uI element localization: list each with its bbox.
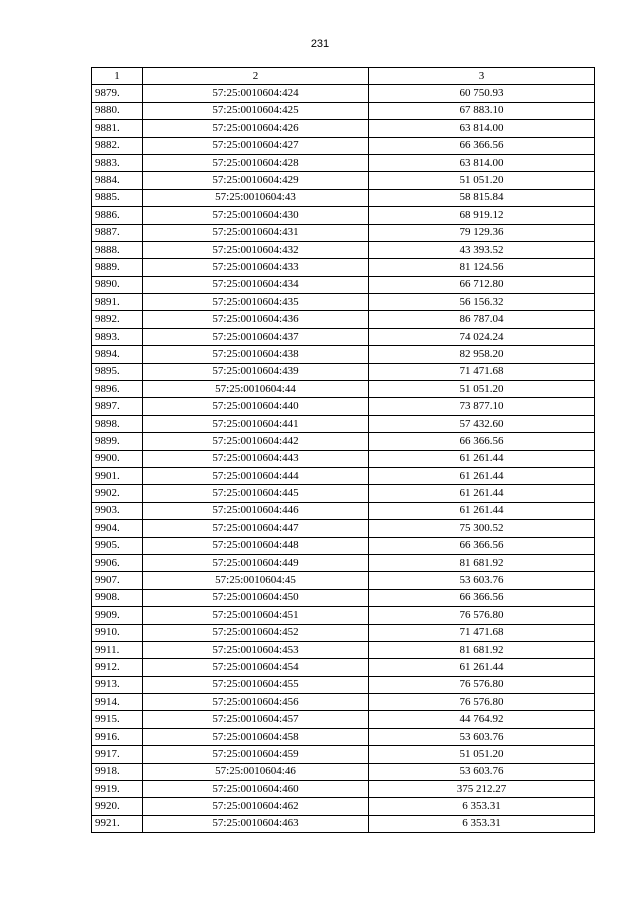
cadastral-number-cell: 57:25:0010604:439 — [143, 363, 369, 380]
page-number: 231 — [310, 38, 330, 50]
table-row — [92, 502, 595, 519]
value-cell: 43 393.52 — [369, 241, 595, 258]
value-cell: 86 787.04 — [369, 311, 595, 328]
cadastral-number-cell: 57:25:0010604:46 — [143, 763, 369, 780]
table-header-row — [92, 68, 595, 85]
row-number-cell: 9882. — [92, 137, 143, 154]
row-number-cell: 9917. — [92, 746, 143, 763]
row-number-cell: 9889. — [92, 259, 143, 276]
table-row — [92, 433, 595, 450]
cadastral-number-cell: 57:25:0010604:44 — [143, 381, 369, 398]
row-number-cell: 9884. — [92, 172, 143, 189]
table-row — [92, 641, 595, 658]
value-cell: 51 051.20 — [369, 746, 595, 763]
value-cell: 75 300.52 — [369, 520, 595, 537]
value-cell: 60 750.93 — [369, 85, 595, 102]
row-number-cell: 9920. — [92, 798, 143, 815]
value-cell: 66 366.56 — [369, 537, 595, 554]
table-row — [92, 676, 595, 693]
row-number-cell: 9887. — [92, 224, 143, 241]
cadastral-number-cell: 57:25:0010604:437 — [143, 328, 369, 345]
row-number-cell: 9898. — [92, 415, 143, 432]
row-number-cell: 9880. — [92, 102, 143, 119]
cadastral-number-cell: 57:25:0010604:462 — [143, 798, 369, 815]
cadastral-number-cell: 57:25:0010604:429 — [143, 172, 369, 189]
value-cell: 82 958.20 — [369, 346, 595, 363]
table-row — [92, 711, 595, 728]
row-number-cell: 9912. — [92, 659, 143, 676]
table-row — [92, 276, 595, 293]
data-table — [91, 67, 595, 833]
value-cell: 58 815.84 — [369, 189, 595, 206]
row-number-cell: 9919. — [92, 781, 143, 798]
value-cell: 6 353.31 — [369, 815, 595, 832]
row-number-cell: 9909. — [92, 607, 143, 624]
value-cell: 71 471.68 — [369, 624, 595, 641]
cadastral-number-cell: 57:25:0010604:460 — [143, 781, 369, 798]
row-number-cell: 9921. — [92, 815, 143, 832]
row-number-cell: 9915. — [92, 711, 143, 728]
cadastral-number-cell: 57:25:0010604:444 — [143, 467, 369, 484]
table-row — [92, 607, 595, 624]
value-cell: 66 366.56 — [369, 589, 595, 606]
value-cell: 66 366.56 — [369, 137, 595, 154]
cadastral-number-cell: 57:25:0010604:442 — [143, 433, 369, 450]
value-cell: 76 576.80 — [369, 607, 595, 624]
row-number-cell: 9903. — [92, 502, 143, 519]
value-cell: 74 024.24 — [369, 328, 595, 345]
cadastral-number-cell: 57:25:0010604:453 — [143, 641, 369, 658]
table-row — [92, 207, 595, 224]
table-row — [92, 694, 595, 711]
table-row — [92, 294, 595, 311]
cadastral-number-cell: 57:25:0010604:434 — [143, 276, 369, 293]
row-number-cell: 9916. — [92, 728, 143, 745]
row-number-cell: 9897. — [92, 398, 143, 415]
value-cell: 76 576.80 — [369, 676, 595, 693]
value-cell: 375 212.27 — [369, 781, 595, 798]
table-row — [92, 728, 595, 745]
row-number-cell: 9885. — [92, 189, 143, 206]
value-cell: 53 603.76 — [369, 763, 595, 780]
table-row — [92, 346, 595, 363]
cadastral-number-cell: 57:25:0010604:457 — [143, 711, 369, 728]
table-row — [92, 241, 595, 258]
table-row — [92, 520, 595, 537]
table-row — [92, 763, 595, 780]
row-number-cell: 9891. — [92, 294, 143, 311]
row-number-cell: 9900. — [92, 450, 143, 467]
table-row — [92, 311, 595, 328]
table-row — [92, 624, 595, 641]
row-number-cell: 9896. — [92, 381, 143, 398]
cadastral-number-cell: 57:25:0010604:43 — [143, 189, 369, 206]
row-number-cell: 9908. — [92, 589, 143, 606]
cadastral-number-cell: 57:25:0010604:452 — [143, 624, 369, 641]
table-row — [92, 102, 595, 119]
row-number-cell: 9888. — [92, 241, 143, 258]
cadastral-number-cell: 57:25:0010604:436 — [143, 311, 369, 328]
cadastral-number-cell: 57:25:0010604:427 — [143, 137, 369, 154]
row-number-cell: 9895. — [92, 363, 143, 380]
table-row — [92, 328, 595, 345]
cadastral-number-cell: 57:25:0010604:430 — [143, 207, 369, 224]
value-cell: 63 814.00 — [369, 120, 595, 137]
row-number-cell: 9886. — [92, 207, 143, 224]
value-cell: 73 877.10 — [369, 398, 595, 415]
table-row — [92, 537, 595, 554]
table-row — [92, 746, 595, 763]
table-row — [92, 137, 595, 154]
column-header: 2 — [143, 68, 369, 85]
value-cell: 61 261.44 — [369, 467, 595, 484]
table-row — [92, 485, 595, 502]
table-row — [92, 659, 595, 676]
column-header: 1 — [92, 68, 143, 85]
cadastral-number-cell: 57:25:0010604:454 — [143, 659, 369, 676]
value-cell: 6 353.31 — [369, 798, 595, 815]
row-number-cell: 9899. — [92, 433, 143, 450]
value-cell: 66 366.56 — [369, 433, 595, 450]
value-cell: 66 712.80 — [369, 276, 595, 293]
cadastral-number-cell: 57:25:0010604:455 — [143, 676, 369, 693]
cadastral-number-cell: 57:25:0010604:431 — [143, 224, 369, 241]
row-number-cell: 9914. — [92, 694, 143, 711]
cadastral-number-cell: 57:25:0010604:449 — [143, 554, 369, 571]
row-number-cell: 9907. — [92, 572, 143, 589]
table-row — [92, 224, 595, 241]
table-row — [92, 450, 595, 467]
table-row — [92, 589, 595, 606]
row-number-cell: 9918. — [92, 763, 143, 780]
cadastral-number-cell: 57:25:0010604:438 — [143, 346, 369, 363]
cadastral-number-cell: 57:25:0010604:435 — [143, 294, 369, 311]
table-row — [92, 798, 595, 815]
cadastral-number-cell: 57:25:0010604:45 — [143, 572, 369, 589]
value-cell: 81 124.56 — [369, 259, 595, 276]
row-number-cell: 9893. — [92, 328, 143, 345]
row-number-cell: 9911. — [92, 641, 143, 658]
cadastral-number-cell: 57:25:0010604:463 — [143, 815, 369, 832]
row-number-cell: 9913. — [92, 676, 143, 693]
value-cell: 56 156.32 — [369, 294, 595, 311]
row-number-cell: 9905. — [92, 537, 143, 554]
table-row — [92, 85, 595, 102]
value-cell: 61 261.44 — [369, 450, 595, 467]
cadastral-number-cell: 57:25:0010604:432 — [143, 241, 369, 258]
table-row — [92, 189, 595, 206]
cadastral-number-cell: 57:25:0010604:428 — [143, 154, 369, 171]
table-row — [92, 398, 595, 415]
value-cell: 63 814.00 — [369, 154, 595, 171]
value-cell: 68 919.12 — [369, 207, 595, 224]
value-cell: 67 883.10 — [369, 102, 595, 119]
value-cell: 51 051.20 — [369, 381, 595, 398]
value-cell: 81 681.92 — [369, 641, 595, 658]
value-cell: 81 681.92 — [369, 554, 595, 571]
cadastral-number-cell: 57:25:0010604:443 — [143, 450, 369, 467]
row-number-cell: 9881. — [92, 120, 143, 137]
row-number-cell: 9906. — [92, 554, 143, 571]
table-row — [92, 554, 595, 571]
value-cell: 57 432.60 — [369, 415, 595, 432]
value-cell: 61 261.44 — [369, 659, 595, 676]
table-row — [92, 154, 595, 171]
table-body — [92, 68, 595, 833]
value-cell: 51 051.20 — [369, 172, 595, 189]
cadastral-number-cell: 57:25:0010604:458 — [143, 728, 369, 745]
table-row — [92, 363, 595, 380]
row-number-cell: 9890. — [92, 276, 143, 293]
table-row — [92, 120, 595, 137]
cadastral-number-cell: 57:25:0010604:440 — [143, 398, 369, 415]
cadastral-number-cell: 57:25:0010604:450 — [143, 589, 369, 606]
row-number-cell: 9879. — [92, 85, 143, 102]
column-header: 3 — [369, 68, 595, 85]
row-number-cell: 9902. — [92, 485, 143, 502]
row-number-cell: 9910. — [92, 624, 143, 641]
value-cell: 79 129.36 — [369, 224, 595, 241]
value-cell: 61 261.44 — [369, 485, 595, 502]
table-row — [92, 259, 595, 276]
table-row — [92, 781, 595, 798]
value-cell: 61 261.44 — [369, 502, 595, 519]
cadastral-number-cell: 57:25:0010604:456 — [143, 694, 369, 711]
value-cell: 53 603.76 — [369, 728, 595, 745]
row-number-cell: 9892. — [92, 311, 143, 328]
row-number-cell: 9904. — [92, 520, 143, 537]
table-row — [92, 172, 595, 189]
row-number-cell: 9883. — [92, 154, 143, 171]
value-cell: 53 603.76 — [369, 572, 595, 589]
cadastral-number-cell: 57:25:0010604:447 — [143, 520, 369, 537]
cadastral-number-cell: 57:25:0010604:433 — [143, 259, 369, 276]
table-row — [92, 381, 595, 398]
cadastral-number-cell: 57:25:0010604:451 — [143, 607, 369, 624]
value-cell: 71 471.68 — [369, 363, 595, 380]
cadastral-number-cell: 57:25:0010604:445 — [143, 485, 369, 502]
table-row — [92, 415, 595, 432]
table-row — [92, 572, 595, 589]
cadastral-number-cell: 57:25:0010604:441 — [143, 415, 369, 432]
row-number-cell: 9901. — [92, 467, 143, 484]
cadastral-number-cell: 57:25:0010604:425 — [143, 102, 369, 119]
value-cell: 44 764.92 — [369, 711, 595, 728]
value-cell: 76 576.80 — [369, 694, 595, 711]
cadastral-number-cell: 57:25:0010604:426 — [143, 120, 369, 137]
cadastral-number-cell: 57:25:0010604:446 — [143, 502, 369, 519]
cadastral-number-cell: 57:25:0010604:448 — [143, 537, 369, 554]
cadastral-number-cell: 57:25:0010604:424 — [143, 85, 369, 102]
table-row — [92, 467, 595, 484]
row-number-cell: 9894. — [92, 346, 143, 363]
table-row — [92, 815, 595, 832]
cadastral-number-cell: 57:25:0010604:459 — [143, 746, 369, 763]
